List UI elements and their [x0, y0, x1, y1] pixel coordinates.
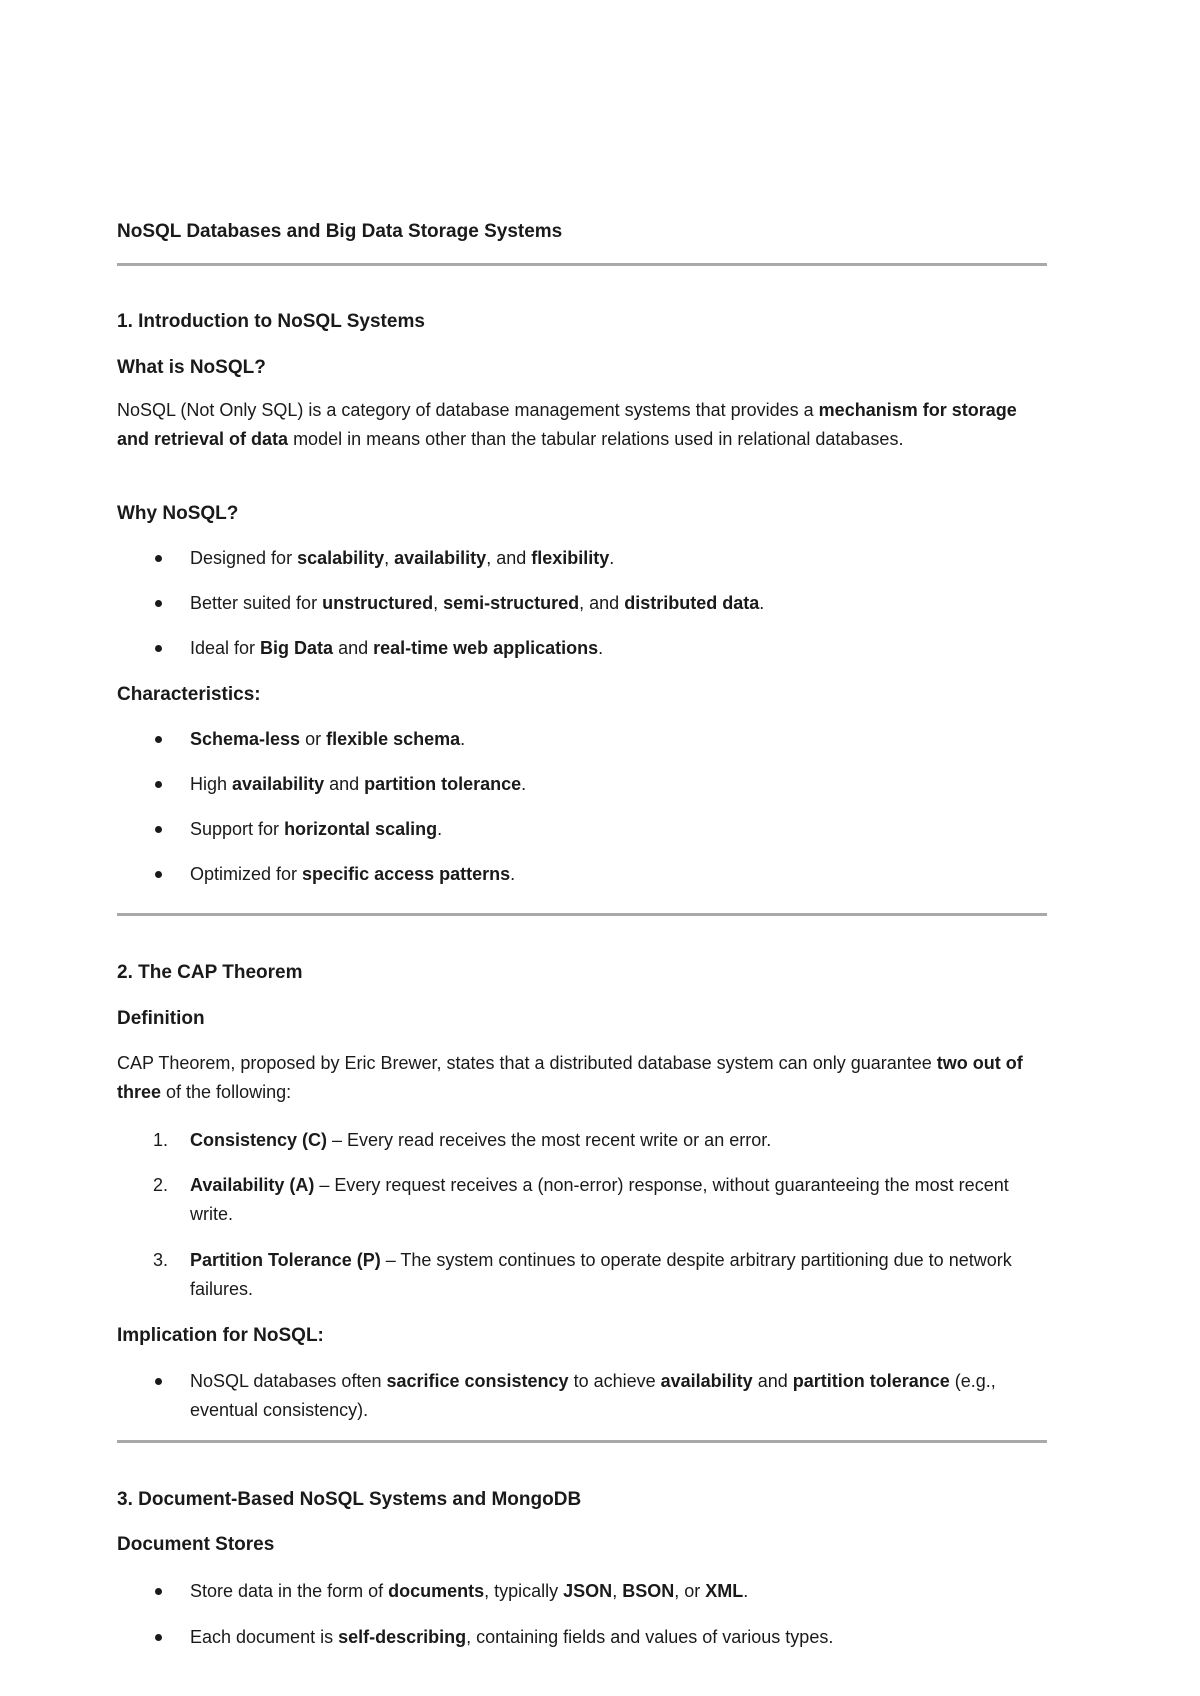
characteristics-heading: Characteristics:: [117, 684, 261, 705]
bold-term: partition tolerance: [792, 1371, 950, 1391]
horizontal-rule: [117, 263, 1047, 266]
list-number: 3.: [153, 1250, 169, 1270]
what-is-nosql-paragraph: NoSQL (Not Only SQL) is a category of database management systems that provides a mechanism for storage and retrieval of data model in means other than the tabular relations used in relational databases.: [117, 400, 1017, 449]
bold-term: Consistency (C): [190, 1130, 328, 1150]
bold-term: availability: [232, 774, 325, 794]
bullet-icon: [155, 1378, 162, 1385]
what-is-nosql-heading: What is NoSQL?: [117, 357, 266, 378]
bullet-icon: [155, 826, 162, 833]
bold-term: distributed data: [624, 593, 760, 613]
bold-term: BSON: [622, 1581, 675, 1601]
section-3-heading: 3. Document-Based NoSQL Systems and MongoDB: [117, 1489, 582, 1510]
definition-heading: Definition: [117, 1008, 205, 1029]
section-1-heading: 1. Introduction to NoSQL Systems: [117, 311, 425, 332]
bullet-icon: [155, 645, 162, 652]
bold-term: self-describing: [338, 1627, 467, 1647]
bullet-icon: [155, 736, 162, 743]
horizontal-rule: [117, 1440, 1047, 1443]
bold-term: Partition Tolerance (P): [190, 1250, 381, 1270]
bold-term: Big Data: [260, 638, 334, 658]
bold-term: Availability (A): [190, 1175, 315, 1195]
bold-term: real-time web applications: [373, 638, 599, 658]
bullet-icon: [155, 600, 162, 607]
bold-term: XML: [705, 1581, 744, 1601]
document-stores-heading: Document Stores: [117, 1534, 275, 1555]
bold-term: availability: [394, 548, 487, 568]
definition-paragraph: CAP Theorem, proposed by Eric Brewer, states that a distributed database system can only guarantee two out of three of the following:: [117, 1053, 1023, 1102]
bullet-icon: [155, 1634, 162, 1641]
why-nosql-heading: Why NoSQL?: [117, 503, 239, 524]
section-2-heading: 2. The CAP Theorem: [117, 962, 303, 983]
bullet-icon: [155, 781, 162, 788]
implication-heading: Implication for NoSQL:: [117, 1325, 324, 1346]
bold-term: documents: [388, 1581, 485, 1601]
bullet-icon: [155, 871, 162, 878]
bold-term: unstructured: [322, 593, 434, 613]
horizontal-rule: [117, 913, 1047, 916]
bold-term: sacrifice consistency: [386, 1371, 569, 1391]
bold-term: mechanism for storage and retrieval of data: [117, 400, 1017, 449]
document-title: NoSQL Databases and Big Data Storage Systems: [117, 221, 563, 242]
bold-term: flexible schema: [326, 729, 461, 749]
bold-term: scalability: [297, 548, 385, 568]
bold-term: JSON: [563, 1581, 613, 1601]
bold-term: Schema-less: [190, 729, 301, 749]
bold-term: specific access patterns: [302, 864, 511, 884]
bold-term: partition tolerance: [364, 774, 522, 794]
list-number: 2.: [153, 1175, 169, 1195]
bold-term: availability: [660, 1371, 753, 1391]
bullet-icon: [155, 1588, 162, 1595]
bold-term: semi-structured: [443, 593, 580, 613]
bold-term: horizontal scaling: [284, 819, 438, 839]
bullet-icon: [155, 555, 162, 562]
list-number: 1.: [153, 1130, 169, 1150]
bold-term: two out of three: [117, 1053, 1023, 1102]
bold-term: flexibility: [531, 548, 610, 568]
